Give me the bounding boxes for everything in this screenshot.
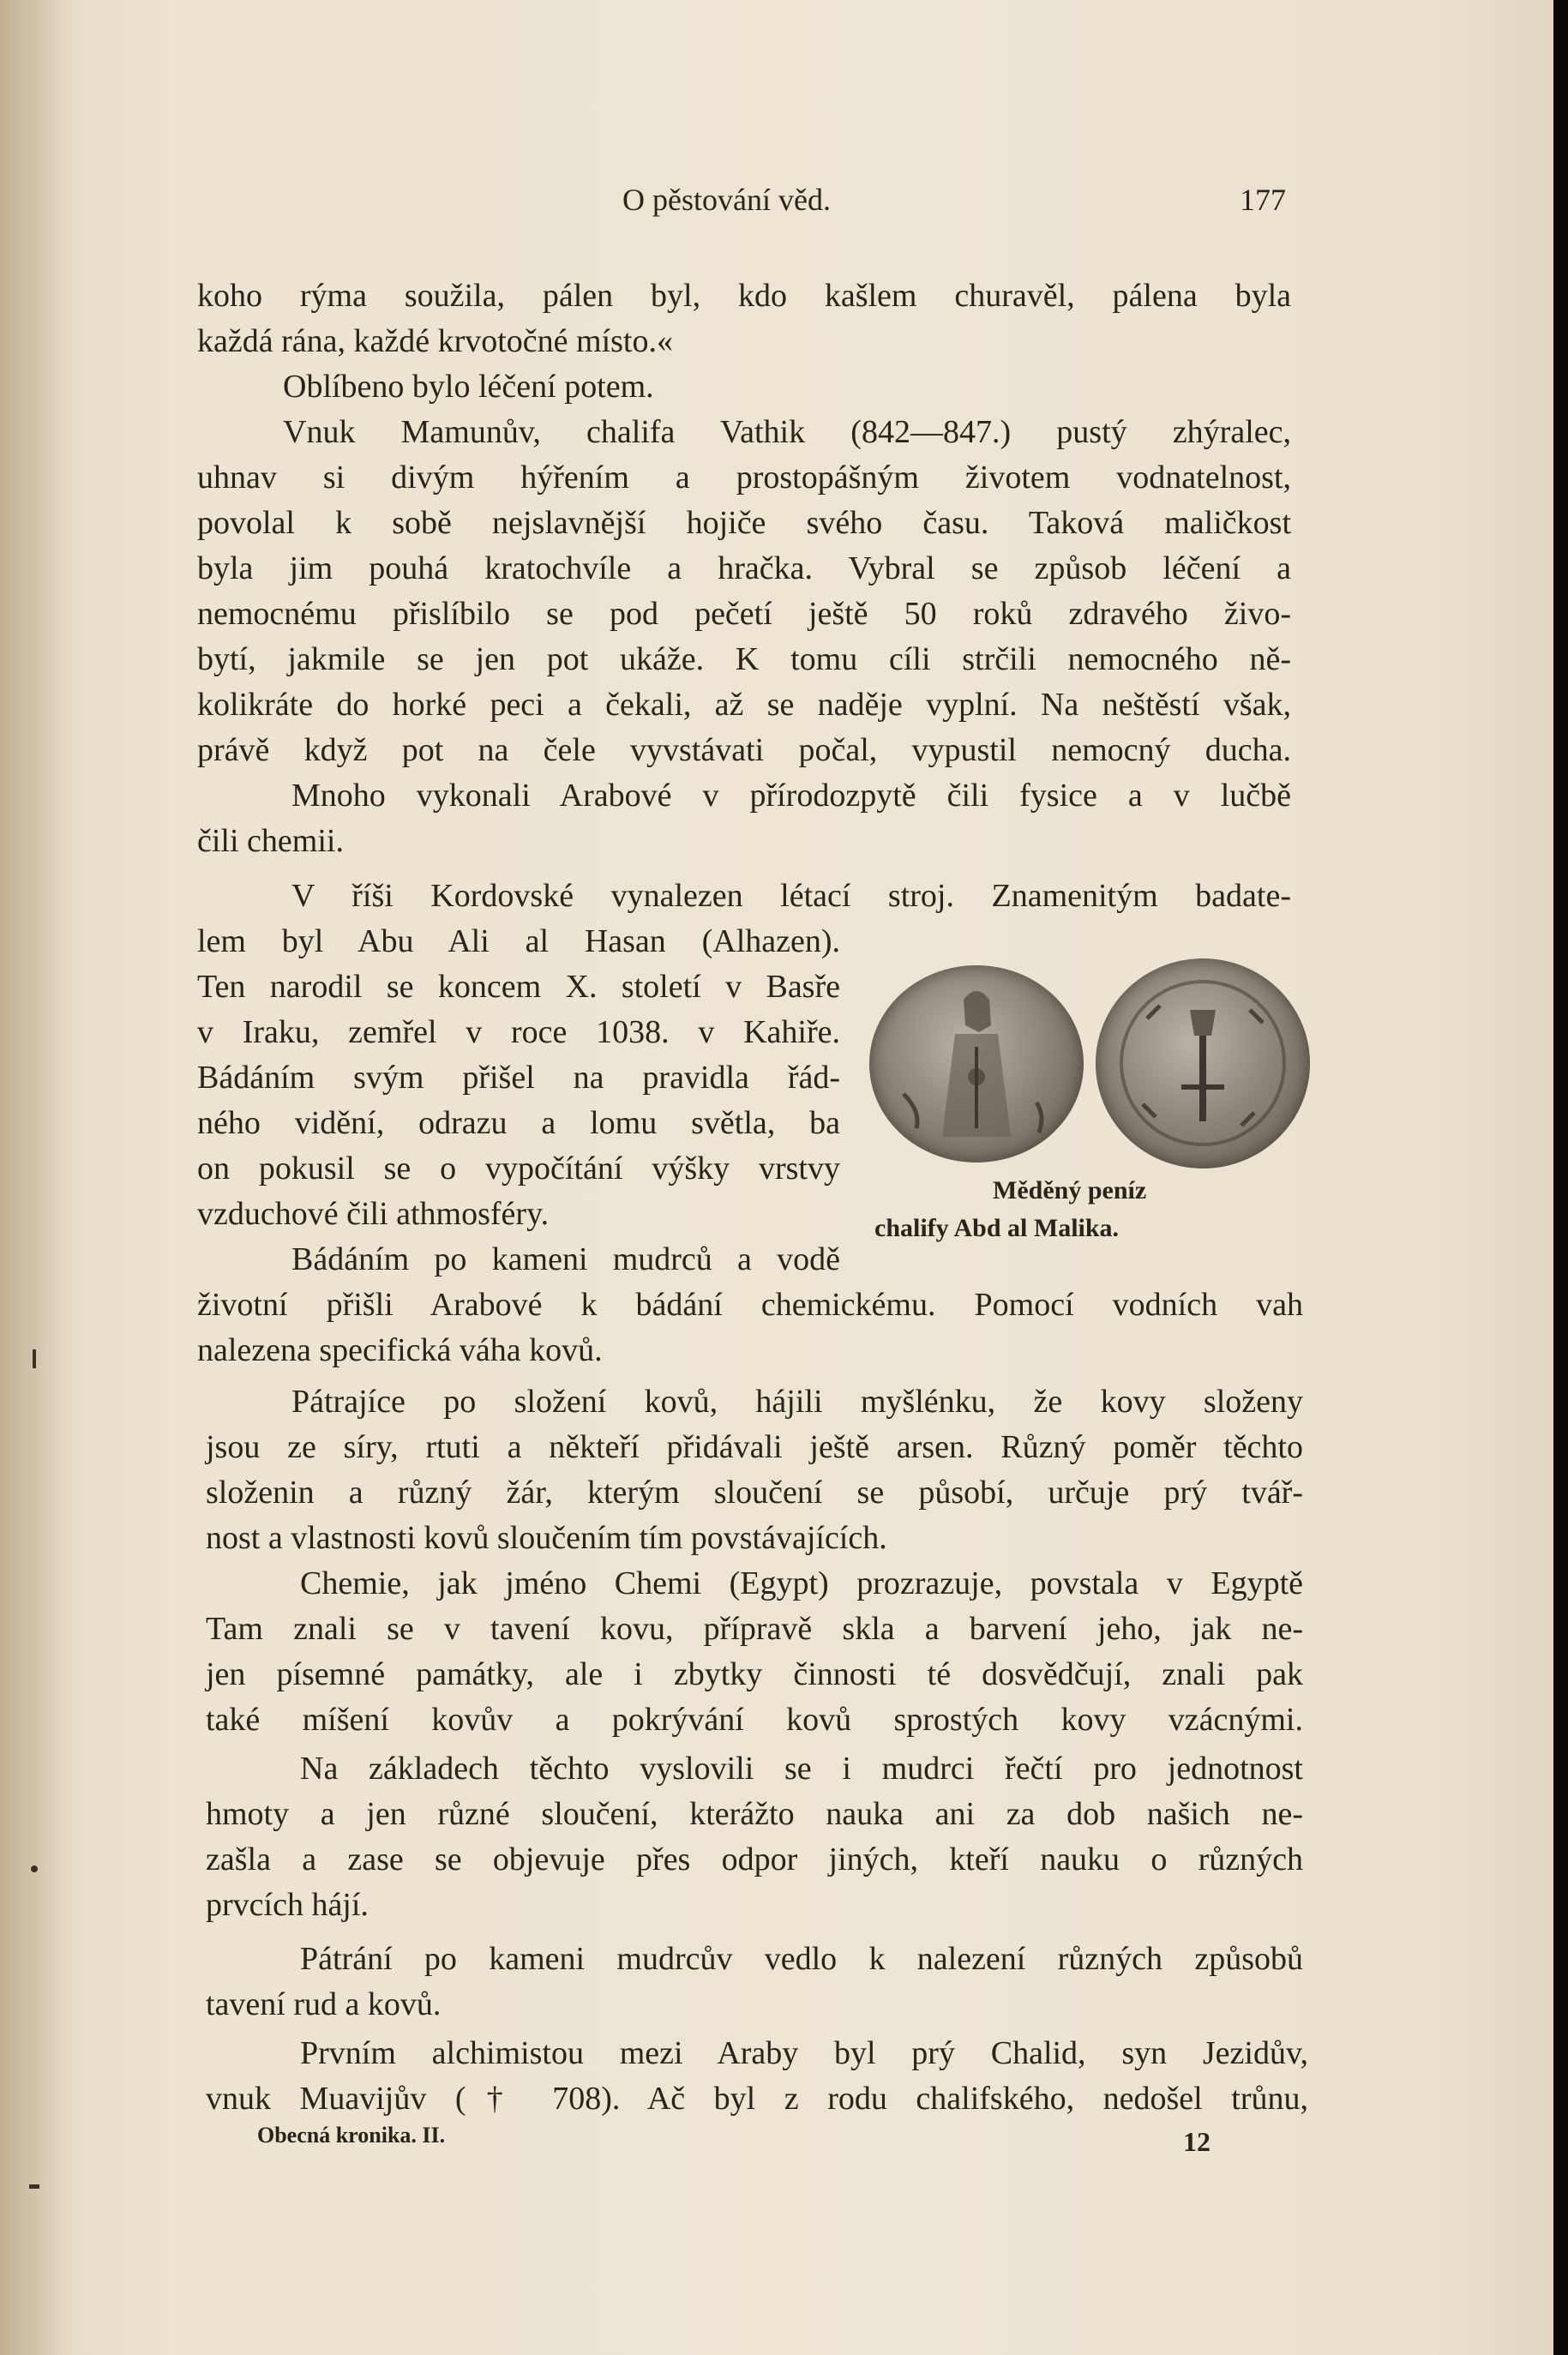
text-line: Bádáním po kameni mudrců a vodě	[291, 1241, 840, 1277]
text-line: hmoty a jen různé sloučení, kterážto nauka ani za dob našich ne-	[206, 1796, 1303, 1832]
text-line: Mnoho vykonali Arabové v přírodozpytě čili fysice a v lučbě	[291, 778, 1291, 814]
text-line: lem byl Abu Ali al Hasan (Alhazen).	[197, 923, 840, 959]
text-line: každá rána, každé krvotočné místo.«	[197, 323, 673, 359]
figure-caption-line1: Měděný peníz	[993, 1176, 1147, 1205]
text-line: čili chemii.	[197, 823, 344, 859]
margin-mark	[31, 1865, 38, 1872]
text-line: v Iraku, zemřel v roce 1038. v Kahiře.	[197, 1014, 840, 1050]
margin-mark	[33, 1349, 36, 1368]
text-line: nemocnému přislíbilo se pod pečetí ještě 50 roků zdravého živo-	[197, 596, 1291, 632]
text-line: také míšení kovův a pokrývání kovů sprostých kovy vzácnými.	[206, 1702, 1303, 1738]
text-line: koho rýma soužila, pálen byl, kdo kašlem churavěl, pálena byla	[197, 278, 1291, 314]
text-line: ného vidění, odrazu a lomu světla, ba	[197, 1105, 840, 1141]
text-line: vnuk Muavijův († 708). Ač byl z rodu chalifského, nedošel trůnu,	[206, 2081, 1308, 2117]
scan-border	[1553, 0, 1568, 2355]
coin-figure	[869, 958, 1315, 1267]
text-line: bytí, jakmile se jen pot ukáže. K tomu cíli strčili nemocného ně-	[197, 641, 1291, 677]
text-line: životní přišli Arabové k bádání chemickému. Pomocí vodních vah	[197, 1287, 1303, 1323]
text-line: Vnuk Mamunův, chalifa Vathik (842—847.) pustý zhýralec,	[283, 414, 1291, 450]
text-line: jsou ze síry, rtuti a někteří přidávali ještě arsen. Různý poměr těchto	[206, 1429, 1303, 1465]
text-line: Pátrání po kameni mudrcův vedlo k nalezení různých způsobů	[300, 1941, 1303, 1977]
margin-mark	[29, 2184, 39, 2189]
text-line: Oblíbeno bylo léčení potem.	[283, 369, 654, 405]
text-line: tavení rud a kovů.	[206, 1986, 442, 2022]
text-line: nost a vlastnosti kovů sloučením tím povstávajících.	[206, 1520, 887, 1556]
text-line: Bádáním svým přišel na pravidla řád-	[197, 1060, 840, 1096]
text-line: složenin a různý žár, kterým sloučení se působí, určuje prý tvář-	[206, 1475, 1303, 1511]
text-line: jen písemné památky, ale i zbytky činnosti té dosvědčují, znali pak	[206, 1656, 1303, 1692]
text-line: vzduchové čili athmosféry.	[197, 1196, 550, 1232]
text-line: právě když pot na čele vyvstávati počal, vypustil nemocný ducha.	[197, 732, 1291, 768]
text-line: Pátrajíce po složení kovů, hájili myšlénku, že kovy složeny	[291, 1384, 1303, 1420]
text-line: byla jim pouhá kratochvíle a hračka. Vybral se způsob léčení a	[197, 550, 1291, 586]
text-line: prvcích hájí.	[206, 1887, 369, 1923]
footer-signature: Obecná kronika. II.	[257, 2123, 446, 2148]
text-line: Prvním alchimistou mezi Araby byl prý Chalid, syn Jezidův,	[300, 2035, 1308, 2071]
sheet-number: 12	[1183, 2126, 1211, 2157]
page-number: 177	[1240, 183, 1286, 217]
running-header-title: O pěstování věd.	[622, 183, 831, 217]
text-line: Tam znali se v tavení kovu, přípravě skla a barvení jeho, jak ne-	[206, 1611, 1303, 1647]
text-line: Na základech těchto vyslovili se i mudrci řečtí pro jednotnost	[300, 1751, 1303, 1787]
text-line: povolal k sobě nejslavnější hojiče svého času. Taková maličkost	[197, 505, 1291, 541]
text-line: nalezena specifická váha kovů.	[197, 1332, 603, 1368]
text-line: uhnav si divým hýřením a prostopášným životem vodnatelnost,	[197, 460, 1291, 496]
coin-obverse-image	[869, 965, 1084, 1162]
text-line: V říši Kordovské vynalezen létací stroj. Znamenitým badate-	[291, 878, 1291, 914]
text-line: on pokusil se o vypočítání výšky vrstvy	[197, 1150, 840, 1187]
figure-caption-line2: chalify Abd al Malika.	[874, 1214, 1120, 1242]
text-line: Chemie, jak jméno Chemi (Egypt) prozrazuje, povstala v Egyptě	[300, 1565, 1303, 1601]
text-line: kolikráte do horké peci a čekali, až se naděje vyplní. Na neštěstí však,	[197, 687, 1291, 723]
text-line: Ten narodil se koncem X. století v Basře	[197, 969, 840, 1005]
coin-reverse-image	[1096, 958, 1310, 1168]
text-line: zašla a zase se objevuje přes odpor jiných, kteří nauku o různých	[206, 1841, 1303, 1877]
page-spine-shadow	[0, 0, 77, 2355]
